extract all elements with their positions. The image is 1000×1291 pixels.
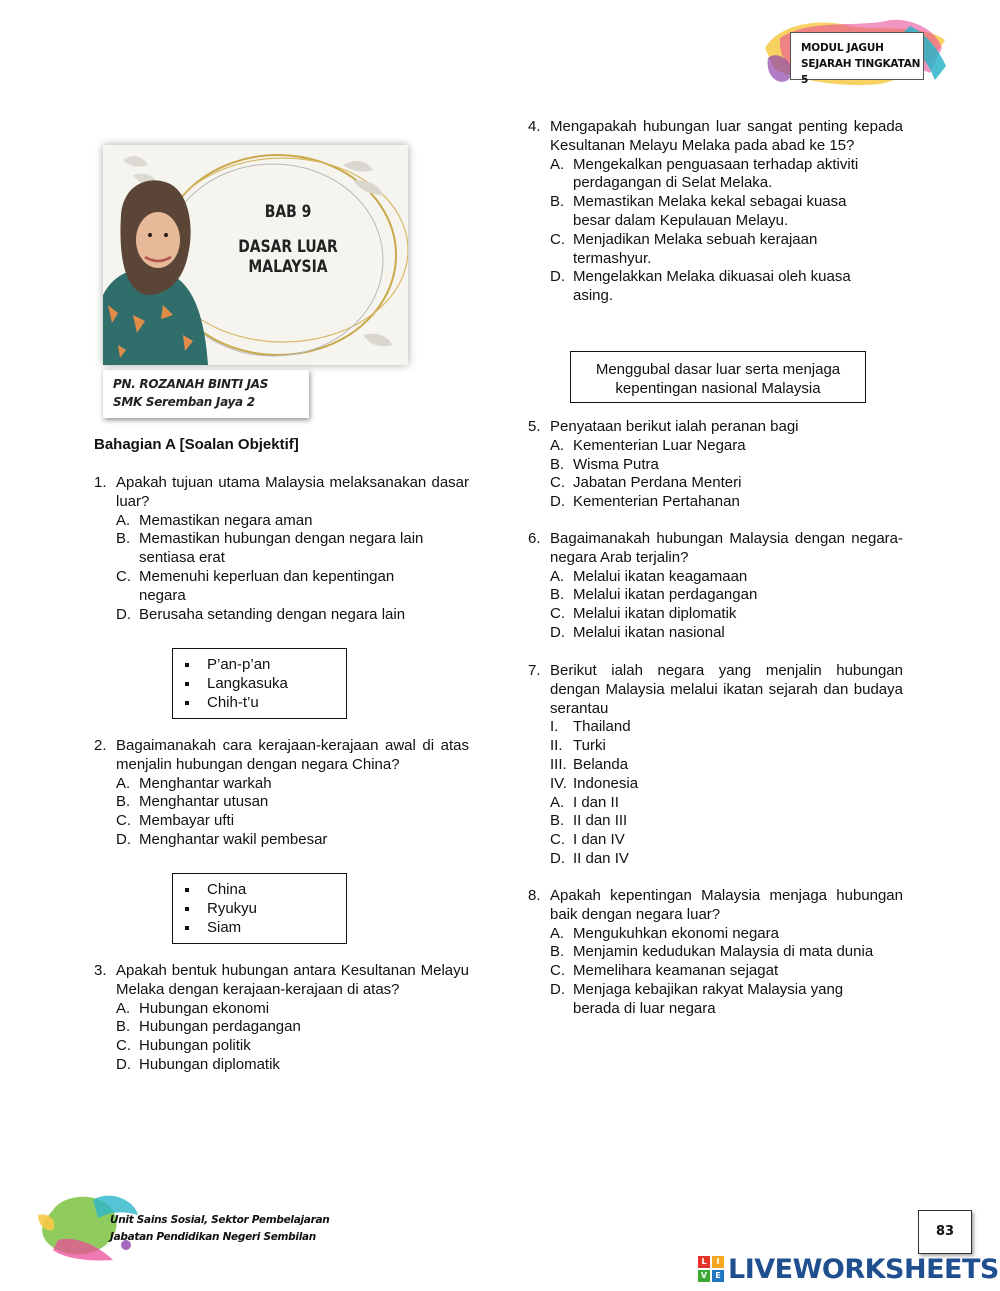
clue-item: China xyxy=(183,880,346,899)
clue-item: Langkasuka xyxy=(183,674,346,693)
option-d[interactable]: D. Kementerian Pertahanan xyxy=(550,493,740,511)
option-d[interactable]: D. Melalui ikatan nasional xyxy=(550,623,725,641)
question-3 xyxy=(94,962,469,1075)
option-a[interactable]: A. Memastikan negara aman xyxy=(116,511,313,529)
question-stem: 8. Apakah kepentingan Malaysia menjaga hubungan baik dengan negara luar? xyxy=(528,887,903,923)
option-c[interactable]: C. Hubungan politik xyxy=(116,1037,251,1055)
chapter-card xyxy=(103,145,408,365)
module-title: MODUL JAGUH xyxy=(801,42,884,54)
option-a[interactable]: A. Mengukuhkan ekonomi negara xyxy=(550,924,779,942)
option-c[interactable]: C. Menjadikan Melaka sebuah kerajaan termashyur. xyxy=(550,230,818,267)
author-name: PN. ROZANAH BINTI JAS xyxy=(113,377,269,391)
statement-item: IV. Indonesia xyxy=(550,774,639,792)
question-6 xyxy=(528,530,903,643)
question-stem: 7. Berikut ialah negara yang menjalin hubungan dengan Malaysia melalui ikatan sejarah dan budaya serantau xyxy=(528,662,903,717)
question-stem: 1. Apakah tujuan utama Malaysia melaksanakan dasar luar? xyxy=(94,474,469,510)
liveworksheets-squares-icon: L I V E xyxy=(698,1256,724,1282)
option-c[interactable]: C. Melalui ikatan diplomatik xyxy=(550,605,737,623)
option-d[interactable]: D. II dan IV xyxy=(550,849,629,867)
option-a[interactable]: A. Mengekalkan penguasaan terhadap aktiviti perdagangan di Selat Melaka. xyxy=(550,155,859,192)
question-1 xyxy=(94,474,469,624)
clue-item: P’an-p’an xyxy=(183,655,346,674)
option-b[interactable]: B. Menjamin kedudukan Malaysia di mata dunia xyxy=(550,943,874,961)
option-c[interactable]: C. I dan IV xyxy=(550,831,625,849)
question-7 xyxy=(528,662,903,869)
footer-department: Jabatan Pendidikan Negeri Sembilan xyxy=(110,1231,316,1243)
option-a[interactable]: A. Menghantar warkah xyxy=(116,774,272,792)
option-d[interactable]: D. Mengelakkan Melaka dikuasai oleh kuasa asing. xyxy=(550,268,851,305)
question-stem: 3. Apakah bentuk hubungan antara Kesultanan Melayu Melaka dengan kerajaan-kerajaan di atas? xyxy=(94,962,469,998)
option-c[interactable]: C. Memelihara keamanan sejagat xyxy=(550,962,779,980)
chapter-title: DASAR LUAR MALAYSIA xyxy=(238,237,338,277)
module-subtitle: SEJARAH TINGKATAN 5 xyxy=(801,58,921,86)
option-c[interactable]: C. Memenuhi keperluan dan kepentingan negara xyxy=(116,567,395,604)
question-5 xyxy=(528,418,903,512)
section-heading: Bahagian A [Soalan Objektif] xyxy=(94,436,299,453)
option-a[interactable]: A. Kementerian Luar Negara xyxy=(550,436,746,454)
option-b[interactable]: B. II dan III xyxy=(550,812,628,830)
option-b[interactable]: B. Memastikan Melaka kekal sebagai kuasa besar dalam Kepulauan Melayu. xyxy=(550,193,847,229)
option-a[interactable]: A. Melalui ikatan keagamaan xyxy=(550,567,748,585)
option-c[interactable]: C. Membayar ufti xyxy=(116,812,235,830)
option-d[interactable]: D. Menghantar wakil pembesar xyxy=(116,830,328,848)
clue-item: Chih-t’u xyxy=(183,693,346,712)
option-d[interactable]: D. Menjaga kebajikan rakyat Malaysia yang berada di luar negara xyxy=(550,980,844,1017)
option-a[interactable]: A. Hubungan ekonomi xyxy=(116,999,270,1017)
footer-unit: Unit Sains Sosial, Sektor Pembelajaran xyxy=(110,1214,330,1226)
question-2 xyxy=(94,737,469,850)
author-nameplate xyxy=(103,370,309,418)
liveworksheets-wordmark: LIVEWORKSHEETS xyxy=(728,1253,999,1285)
option-c[interactable]: C. Jabatan Perdana Menteri xyxy=(550,474,742,492)
option-b[interactable]: B. Hubungan perdagangan xyxy=(116,1018,301,1036)
option-d[interactable]: D. Berusaha setanding dengan negara lain xyxy=(116,605,406,623)
footer-credit xyxy=(110,1212,329,1246)
option-a[interactable]: A. I dan II xyxy=(550,793,619,811)
statement-item: II. Turki xyxy=(550,737,606,755)
liveworksheets-logo[interactable] xyxy=(698,1252,999,1286)
author-school: SMK Seremban Jaya 2 xyxy=(113,395,255,409)
question-stem: 2. Bagaimanakah cara kerajaan-kerajaan awal di atas menjalin hubungan dengan negara China? xyxy=(94,737,469,773)
chapter-number: BAB 9 xyxy=(264,202,312,222)
module-badge xyxy=(790,32,924,86)
question-stem: 4. Mengapakah hubungan luar sangat penting kepada Kesultanan Melayu Melaka pada abad ke 15? xyxy=(528,118,903,154)
option-d[interactable]: D. Hubungan diplomatik xyxy=(116,1055,280,1073)
option-b[interactable]: B. Memastikan hubungan dengan negara lain sentiasa erat xyxy=(116,530,424,567)
clue-box-countries xyxy=(172,873,347,944)
statement-box: Menggubal dasar luar serta menjaga kepentingan nasional Malaysia xyxy=(570,351,866,403)
option-b[interactable]: B. Melalui ikatan perdagangan xyxy=(550,586,758,604)
question-stem: 6. Bagaimanakah hubungan Malaysia dengan negara-negara Arab terjalin? xyxy=(528,530,903,566)
clue-item: Ryukyu xyxy=(183,899,346,918)
statement-item: III. Belanda xyxy=(550,755,629,773)
question-8 xyxy=(528,887,903,1019)
teacher-photo xyxy=(103,145,208,365)
page-number: 83 xyxy=(918,1210,972,1254)
option-b[interactable]: B. Menghantar utusan xyxy=(116,793,269,811)
clue-item: Siam xyxy=(183,918,346,937)
question-stem: 5. Penyataan berikut ialah peranan bagi xyxy=(528,418,799,435)
statement-item: I. Thailand xyxy=(550,718,631,736)
option-b[interactable]: B. Wisma Putra xyxy=(550,455,659,473)
clue-box-kingdoms xyxy=(172,648,347,719)
question-4 xyxy=(528,118,903,306)
